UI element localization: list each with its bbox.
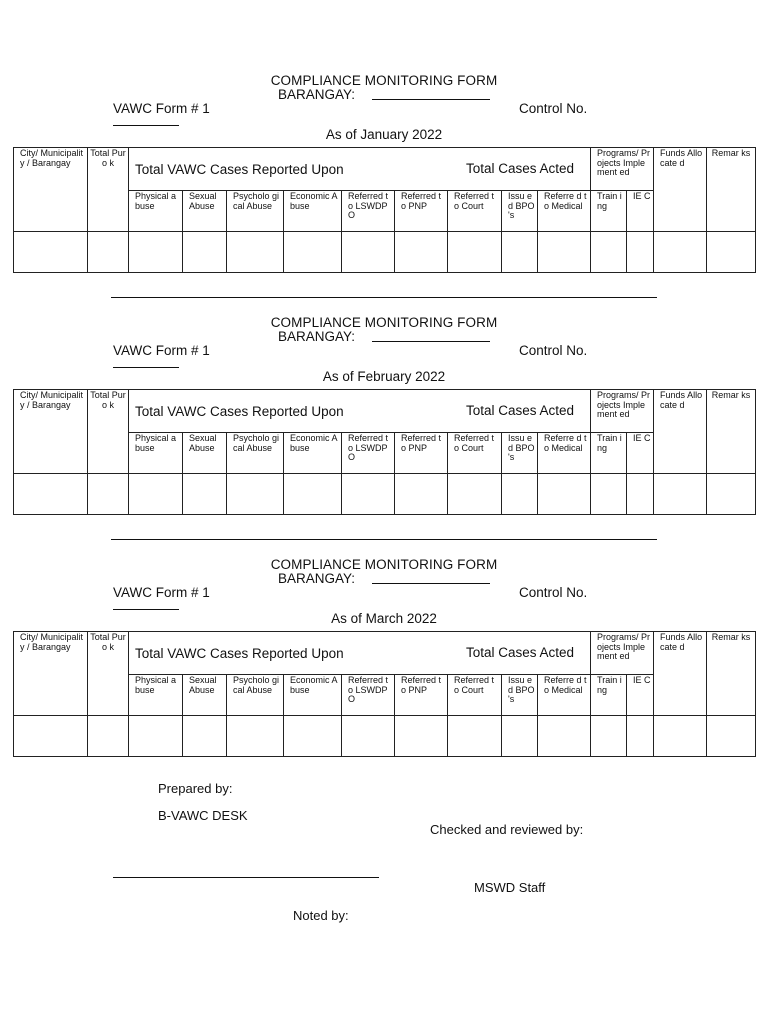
barangay-label: BARANGAY:	[278, 329, 356, 344]
sub-court: Referred to Court	[448, 675, 502, 716]
sub-physical: Physical abuse	[129, 675, 183, 716]
control-number-label: Control No.	[519, 343, 588, 358]
compliance-table	[13, 389, 756, 515]
sub-training: Train ing	[591, 675, 627, 716]
data-cell[interactable]	[88, 716, 129, 757]
data-cell[interactable]	[342, 232, 395, 273]
data-cell[interactable]	[88, 232, 129, 273]
barangay-blank-line	[372, 99, 490, 100]
header-acted: Total Cases Acted	[465, 403, 575, 418]
sub-iec: IE C	[627, 433, 654, 474]
form-section-february	[0, 315, 768, 555]
data-cell[interactable]	[591, 716, 627, 757]
header-cases	[129, 148, 591, 191]
form-title: COMPLIANCE MONITORING FORM	[270, 315, 498, 330]
header-programs: Programs/ Projects Implement ed	[591, 632, 654, 675]
sub-sexual: Sexual Abuse	[183, 675, 227, 716]
header-funds: Funds Allocate d	[654, 390, 707, 474]
data-cell[interactable]	[88, 474, 129, 515]
period-label: As of February 2022	[322, 369, 446, 384]
data-cell[interactable]	[342, 716, 395, 757]
sub-medical: Referre d to Medical	[538, 191, 591, 232]
header-programs: Programs/ Projects Implement ed	[591, 148, 654, 191]
control-number-label: Control No.	[519, 585, 588, 600]
data-cell[interactable]	[538, 232, 591, 273]
compliance-table	[13, 631, 756, 757]
barangay-blank-line	[372, 341, 490, 342]
data-cell[interactable]	[502, 232, 538, 273]
data-cell[interactable]	[448, 474, 502, 515]
barangay-label: BARANGAY:	[278, 571, 356, 586]
sub-sexual: Sexual Abuse	[183, 191, 227, 232]
prepared-by-label: Prepared by:	[158, 781, 233, 796]
compliance-table	[13, 147, 756, 273]
sub-iec: IE C	[627, 675, 654, 716]
data-cell[interactable]	[448, 716, 502, 757]
section-divider	[111, 539, 657, 540]
sub-training: Train ing	[591, 433, 627, 474]
sub-economic: Economic Abuse	[284, 675, 342, 716]
vawc-form-number: VAWC Form # 1	[113, 585, 210, 600]
sub-court: Referred to Court	[448, 191, 502, 232]
form-section-january	[0, 73, 768, 313]
header-city: City/ Municipality / Barangay	[14, 148, 88, 232]
data-cell[interactable]	[342, 474, 395, 515]
data-cell[interactable]	[654, 474, 707, 515]
period-label: As of January 2022	[325, 127, 443, 142]
sub-pnp: Referred to PNP	[395, 675, 448, 716]
form-blank-line	[113, 367, 179, 368]
data-cell[interactable]	[395, 716, 448, 757]
header-programs: Programs/ Projects Implement ed	[591, 390, 654, 433]
mswd-staff-label: MSWD Staff	[474, 880, 546, 895]
header-cases	[129, 632, 591, 675]
header-purok: Total Puro k	[88, 632, 129, 716]
data-cell[interactable]	[183, 716, 227, 757]
sub-medical: Referre d to Medical	[538, 433, 591, 474]
vawc-form-number: VAWC Form # 1	[113, 101, 210, 116]
sub-sexual: Sexual Abuse	[183, 433, 227, 474]
desk-label: B-VAWC DESK	[158, 808, 248, 823]
header-acted: Total Cases Acted	[465, 645, 575, 660]
header-reported: Total VAWC Cases Reported Upon	[135, 404, 344, 419]
sub-bpo: Issu ed BPO 's	[502, 191, 538, 232]
data-cell[interactable]	[502, 474, 538, 515]
data-cell[interactable]	[448, 232, 502, 273]
data-cell[interactable]	[284, 232, 342, 273]
data-cell[interactable]	[591, 232, 627, 273]
data-cell[interactable]	[538, 716, 591, 757]
sub-physical: Physical abuse	[129, 433, 183, 474]
data-cell[interactable]	[707, 716, 756, 757]
data-cell[interactable]	[654, 716, 707, 757]
data-cell[interactable]	[284, 716, 342, 757]
data-cell[interactable]	[395, 474, 448, 515]
data-cell[interactable]	[129, 716, 183, 757]
header-purok: Total Puro k	[88, 148, 129, 232]
sub-psych: Psycholo gical Abuse	[227, 191, 284, 232]
vawc-form-number: VAWC Form # 1	[113, 343, 210, 358]
sub-lswdpo: Referred to LSWDP O	[342, 433, 395, 474]
data-cell[interactable]	[14, 716, 88, 757]
header-remarks: Remar ks	[707, 632, 756, 716]
sub-psych: Psycholo gical Abuse	[227, 433, 284, 474]
sub-lswdpo: Referred to LSWDP O	[342, 675, 395, 716]
header-acted: Total Cases Acted	[465, 161, 575, 176]
form-section-march	[0, 557, 768, 797]
header-city: City/ Municipality / Barangay	[14, 632, 88, 716]
data-cell[interactable]	[395, 232, 448, 273]
sub-iec: IE C	[627, 191, 654, 232]
data-cell[interactable]	[654, 232, 707, 273]
data-cell[interactable]	[707, 474, 756, 515]
sub-psych: Psycholo gical Abuse	[227, 675, 284, 716]
section-divider	[111, 297, 657, 298]
header-remarks: Remar ks	[707, 390, 756, 474]
data-cell[interactable]	[284, 474, 342, 515]
sub-training: Train ing	[591, 191, 627, 232]
header-cases	[129, 390, 591, 433]
header-funds: Funds Allocate d	[654, 632, 707, 716]
data-cell[interactable]	[502, 716, 538, 757]
header-reported: Total VAWC Cases Reported Upon	[135, 646, 344, 661]
sub-bpo: Issu ed BPO 's	[502, 433, 538, 474]
data-cell[interactable]	[14, 232, 88, 273]
data-cell[interactable]	[227, 232, 284, 273]
signature-line	[113, 877, 379, 878]
sub-medical: Referre d to Medical	[538, 675, 591, 716]
barangay-label: BARANGAY:	[278, 87, 356, 102]
data-cell[interactable]	[227, 474, 284, 515]
sub-court: Referred to Court	[448, 433, 502, 474]
data-cell[interactable]	[183, 232, 227, 273]
data-cell[interactable]	[227, 716, 284, 757]
data-cell[interactable]	[538, 474, 591, 515]
sub-physical: Physical abuse	[129, 191, 183, 232]
header-remarks: Remar ks	[707, 148, 756, 232]
sub-bpo: Issu ed BPO 's	[502, 675, 538, 716]
control-number-label: Control No.	[519, 101, 588, 116]
data-cell[interactable]	[129, 232, 183, 273]
sub-lswdpo: Referred to LSWDP O	[342, 191, 395, 232]
data-cell[interactable]	[14, 474, 88, 515]
checked-reviewed-label: Checked and reviewed by:	[430, 822, 584, 837]
data-cell[interactable]	[129, 474, 183, 515]
data-cell[interactable]	[627, 232, 654, 273]
header-reported: Total VAWC Cases Reported Upon	[135, 162, 344, 177]
header-funds: Funds Allocate d	[654, 148, 707, 232]
form-blank-line	[113, 125, 179, 126]
sub-pnp: Referred to PNP	[395, 191, 448, 232]
form-title: COMPLIANCE MONITORING FORM	[270, 557, 498, 572]
data-cell[interactable]	[707, 232, 756, 273]
data-cell[interactable]	[627, 474, 654, 515]
header-city: City/ Municipality / Barangay	[14, 390, 88, 474]
period-label: As of March 2022	[331, 611, 437, 626]
sub-economic: Economic Abuse	[284, 433, 342, 474]
data-cell[interactable]	[627, 716, 654, 757]
data-cell[interactable]	[591, 474, 627, 515]
noted-by-label: Noted by:	[293, 908, 349, 923]
data-cell[interactable]	[183, 474, 227, 515]
header-purok: Total Puro k	[88, 390, 129, 474]
sub-economic: Economic Abuse	[284, 191, 342, 232]
barangay-blank-line	[372, 583, 490, 584]
form-title: COMPLIANCE MONITORING FORM	[270, 73, 498, 88]
sub-pnp: Referred to PNP	[395, 433, 448, 474]
form-blank-line	[113, 609, 179, 610]
